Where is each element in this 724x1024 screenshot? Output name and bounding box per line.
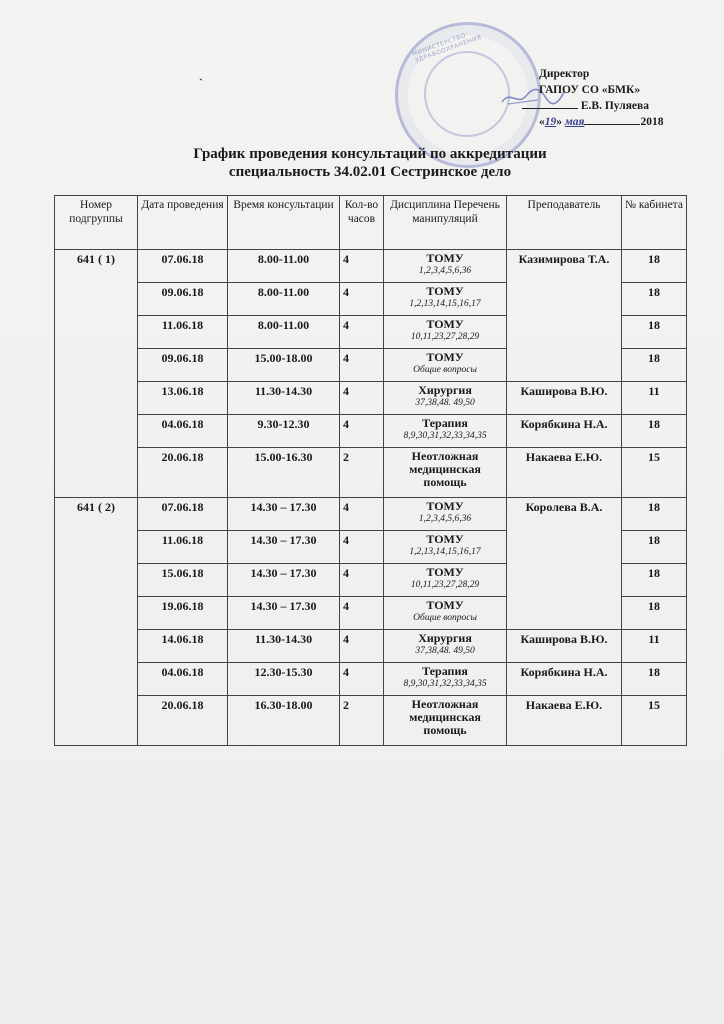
discipline-cell bbox=[384, 531, 507, 564]
manipulation-list: 8,9,30,31,32,33,34,35 bbox=[403, 679, 487, 689]
table-row bbox=[55, 498, 687, 531]
room-cell: 15 bbox=[622, 696, 687, 746]
table-row bbox=[55, 630, 687, 663]
discipline-cell bbox=[384, 696, 507, 746]
date-month: мая bbox=[564, 116, 585, 128]
room-cell: 18 bbox=[622, 597, 687, 630]
table-row bbox=[55, 663, 687, 696]
hours-cell: 4 bbox=[340, 630, 384, 663]
date-year: 2018 bbox=[640, 116, 664, 128]
room-cell: 11 bbox=[622, 382, 687, 415]
time-cell: 14.30 – 17.30 bbox=[228, 564, 340, 597]
teacher-cell: Каширова В.Ю. bbox=[507, 630, 622, 663]
date-cell: 15.06.18 bbox=[138, 564, 228, 597]
room-cell: 18 bbox=[622, 316, 687, 349]
date-cell: 14.06.18 bbox=[138, 630, 228, 663]
date-cell: 11.06.18 bbox=[138, 316, 228, 349]
discipline-name: Терапия bbox=[422, 664, 468, 678]
discipline-name: ТОМУ bbox=[426, 317, 464, 331]
group-cell: 641 ( 2) bbox=[55, 498, 138, 746]
hours-cell: 4 bbox=[340, 415, 384, 448]
table-row bbox=[55, 250, 687, 283]
header-date: Дата проведения bbox=[138, 196, 228, 250]
date-cell: 20.06.18 bbox=[138, 448, 228, 498]
time-cell: 11.30-14.30 bbox=[228, 630, 340, 663]
discipline-name: Терапия bbox=[422, 416, 468, 430]
time-cell: 8.00-11.00 bbox=[228, 250, 340, 283]
teacher-cell: Корябкина Н.А. bbox=[507, 415, 622, 448]
discipline-name: Хирургия bbox=[418, 631, 472, 645]
title-line-1: График проведения консультаций по аккредитации bbox=[193, 146, 547, 162]
approval-organization: ГАПОУ СО «БМК» bbox=[539, 84, 641, 96]
discipline-cell bbox=[384, 448, 507, 498]
time-cell: 15.00-18.00 bbox=[228, 349, 340, 382]
time-cell: 14.30 – 17.30 bbox=[228, 498, 340, 531]
manipulation-list: 10,11,23,27,28,29 bbox=[410, 332, 480, 342]
manipulation-list: 10,11,23,27,28,29 bbox=[410, 580, 480, 590]
hours-cell: 4 bbox=[340, 498, 384, 531]
document-title bbox=[160, 145, 580, 181]
header-hours: Кол-во часов bbox=[340, 196, 384, 250]
date-blank bbox=[584, 124, 640, 125]
discipline-name: Неотложная медицинская помощь bbox=[409, 697, 481, 737]
discipline-cell bbox=[384, 498, 507, 531]
discipline-cell bbox=[384, 630, 507, 663]
hours-cell: 4 bbox=[340, 349, 384, 382]
teacher-cell: Накаева Е.Ю. bbox=[507, 448, 622, 498]
manipulation-list: 8,9,30,31,32,33,34,35 bbox=[403, 431, 487, 441]
hours-cell: 4 bbox=[340, 663, 384, 696]
manipulation-list: Общие вопросы bbox=[413, 613, 477, 623]
hours-cell: 2 bbox=[340, 448, 384, 498]
hours-cell: 4 bbox=[340, 250, 384, 283]
date-cell: 07.06.18 bbox=[138, 250, 228, 283]
discipline-cell bbox=[384, 316, 507, 349]
approval-date bbox=[522, 114, 697, 130]
time-cell: 16.30-18.00 bbox=[228, 696, 340, 746]
signature-blank bbox=[522, 108, 578, 109]
hours-cell: 4 bbox=[340, 283, 384, 316]
room-cell: 18 bbox=[622, 349, 687, 382]
date-cell: 20.06.18 bbox=[138, 696, 228, 746]
approval-signature-line bbox=[522, 98, 697, 114]
discipline-name: ТОМУ bbox=[426, 284, 464, 298]
room-cell: 18 bbox=[622, 283, 687, 316]
header-room: № кабинета bbox=[622, 196, 687, 250]
discipline-name: ТОМУ bbox=[426, 532, 464, 546]
header-group: Номер подгруппы bbox=[55, 196, 138, 250]
teacher-cell: Накаева Е.Ю. bbox=[507, 696, 622, 746]
room-cell: 11 bbox=[622, 630, 687, 663]
hours-cell: 4 bbox=[340, 382, 384, 415]
teacher-cell: Корябкина Н.А. bbox=[507, 663, 622, 696]
hours-cell: 4 bbox=[340, 597, 384, 630]
approval-block bbox=[522, 66, 697, 130]
room-cell: 18 bbox=[622, 250, 687, 283]
time-cell: 11.30-14.30 bbox=[228, 382, 340, 415]
room-cell: 15 bbox=[622, 448, 687, 498]
time-cell: 14.30 – 17.30 bbox=[228, 531, 340, 564]
teacher-cell: Каширова В.Ю. bbox=[507, 382, 622, 415]
table-row bbox=[55, 415, 687, 448]
date-cell: 09.06.18 bbox=[138, 349, 228, 382]
time-cell: 8.00-11.00 bbox=[228, 283, 340, 316]
date-cell: 19.06.18 bbox=[138, 597, 228, 630]
date-open-quote: « bbox=[539, 116, 545, 128]
table-row bbox=[55, 448, 687, 498]
date-cell: 07.06.18 bbox=[138, 498, 228, 531]
header-time: Время консультации bbox=[228, 196, 340, 250]
hours-cell: 2 bbox=[340, 696, 384, 746]
date-day: 19 bbox=[544, 116, 557, 128]
hours-cell: 4 bbox=[340, 531, 384, 564]
discipline-cell bbox=[384, 283, 507, 316]
room-cell: 18 bbox=[622, 564, 687, 597]
stray-mark: ` bbox=[199, 76, 203, 90]
room-cell: 18 bbox=[622, 415, 687, 448]
date-cell: 04.06.18 bbox=[138, 663, 228, 696]
seal-text: МИНИСТЕРСТВО ЗДРАВООХРАНЕНИЯ bbox=[411, 31, 483, 65]
group-cell: 641 ( 1) bbox=[55, 250, 138, 498]
approval-director-name: Е.В. Пуляева bbox=[580, 100, 649, 112]
hours-cell: 4 bbox=[340, 564, 384, 597]
time-cell: 8.00-11.00 bbox=[228, 316, 340, 349]
date-cell: 11.06.18 bbox=[138, 531, 228, 564]
table-header-row bbox=[55, 196, 687, 250]
teacher-cell: Королева В.А. bbox=[507, 498, 622, 630]
manipulation-list: 37,38,48. 49,50 bbox=[415, 646, 475, 656]
date-cell: 09.06.18 bbox=[138, 283, 228, 316]
hours-cell: 4 bbox=[340, 316, 384, 349]
manipulation-list: 1,2,13,14,15,16,17 bbox=[409, 299, 481, 309]
discipline-name: Неотложная медицинская помощь bbox=[409, 449, 481, 489]
discipline-cell bbox=[384, 597, 507, 630]
date-cell: 13.06.18 bbox=[138, 382, 228, 415]
discipline-name: ТОМУ bbox=[426, 251, 464, 265]
title-line-2: специальность 34.02.01 Сестринское дело bbox=[228, 164, 512, 180]
discipline-name: ТОМУ bbox=[426, 350, 464, 364]
discipline-cell bbox=[384, 349, 507, 382]
time-cell: 14.30 – 17.30 bbox=[228, 597, 340, 630]
time-cell: 15.00-16.30 bbox=[228, 448, 340, 498]
discipline-cell bbox=[384, 415, 507, 448]
table-row bbox=[55, 696, 687, 746]
discipline-cell bbox=[384, 663, 507, 696]
approval-position: Директор bbox=[539, 68, 590, 80]
discipline-cell bbox=[384, 564, 507, 597]
room-cell: 18 bbox=[622, 663, 687, 696]
discipline-name: ТОМУ bbox=[426, 565, 464, 579]
date-close-quote: » bbox=[556, 116, 562, 128]
discipline-cell bbox=[384, 382, 507, 415]
discipline-cell bbox=[384, 250, 507, 283]
manipulation-list: Общие вопросы bbox=[413, 365, 477, 375]
teacher-cell: Казимирова Т.А. bbox=[507, 250, 622, 382]
room-cell: 18 bbox=[622, 531, 687, 564]
header-discipline: Дисциплина Перечень манипуляций bbox=[384, 196, 507, 250]
room-cell: 18 bbox=[622, 498, 687, 531]
discipline-name: ТОМУ bbox=[426, 598, 464, 612]
table-row bbox=[55, 382, 687, 415]
manipulation-list: 37,38,48. 49,50 bbox=[415, 398, 475, 408]
manipulation-list: 1,2,3,4,5,6,36 bbox=[418, 266, 472, 276]
schedule-table bbox=[54, 195, 687, 746]
discipline-name: Хирургия bbox=[418, 383, 472, 397]
date-cell: 04.06.18 bbox=[138, 415, 228, 448]
manipulation-list: 1,2,3,4,5,6,36 bbox=[418, 514, 472, 524]
time-cell: 12.30-15.30 bbox=[228, 663, 340, 696]
discipline-name: ТОМУ bbox=[426, 499, 464, 513]
header-teacher: Преподаватель bbox=[507, 196, 622, 250]
time-cell: 9.30-12.30 bbox=[228, 415, 340, 448]
manipulation-list: 1,2,13,14,15,16,17 bbox=[409, 547, 481, 557]
